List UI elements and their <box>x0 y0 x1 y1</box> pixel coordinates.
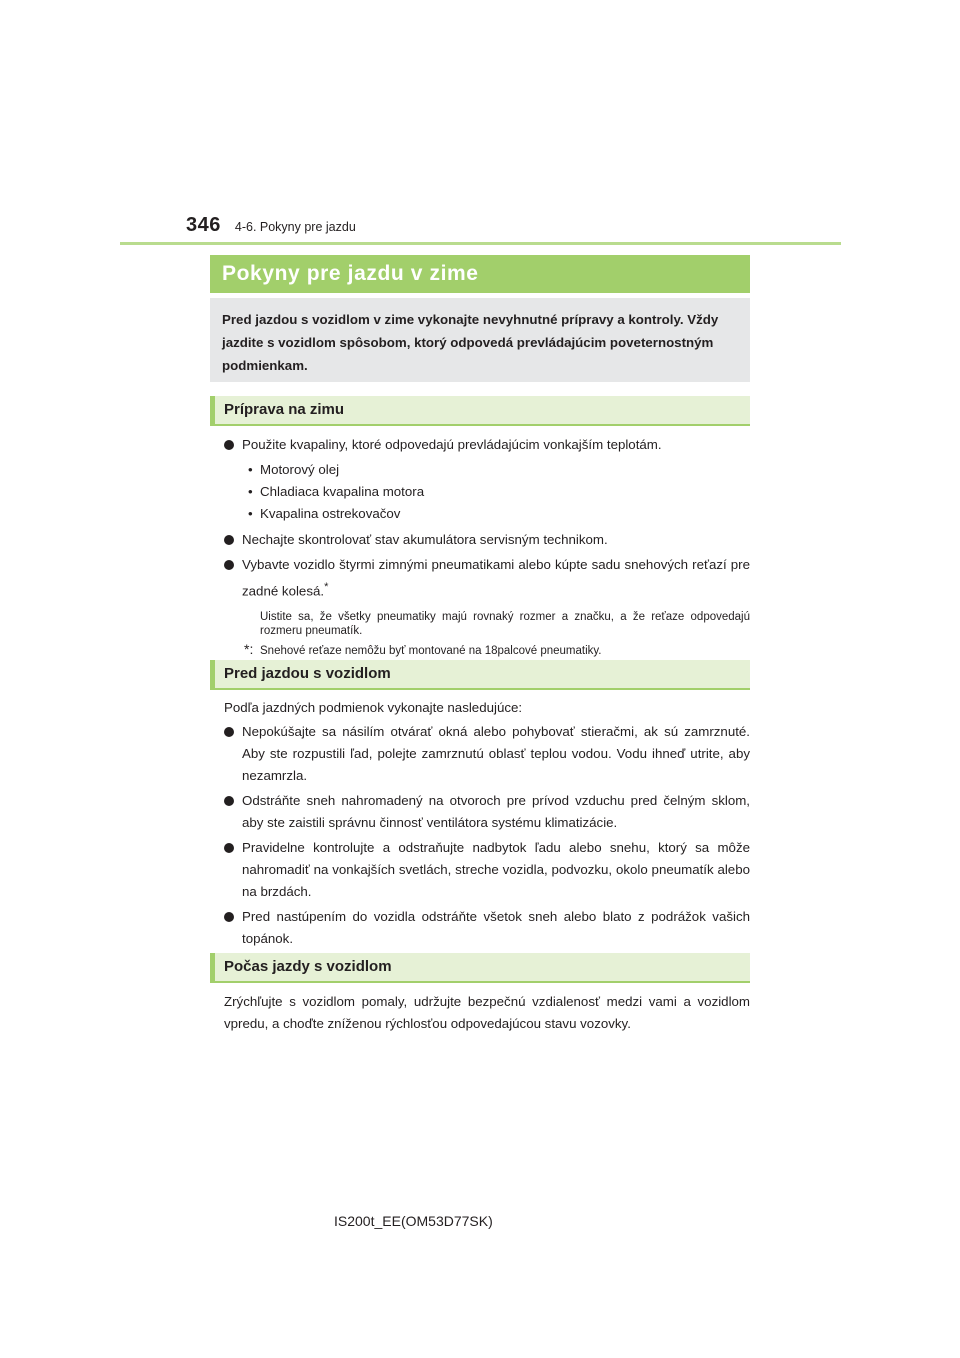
bullet-icon <box>224 796 234 806</box>
page-header <box>186 214 356 244</box>
page-number: 346 <box>186 214 221 236</box>
list-item <box>210 434 750 456</box>
sub-list-item <box>210 459 750 481</box>
section-while-driving <box>210 991 750 1035</box>
subheading-while-driving: Počas jazdy s vozidlom <box>210 953 750 983</box>
section-reference: 4-6. Pokyny pre jazdu <box>234 220 356 234</box>
intro-box <box>210 298 750 382</box>
bullet-icon <box>224 440 234 450</box>
bullet-text: Pred nastúpením do vozidla odstráňte všetok sneh alebo blato z podrážok vašich topánok. <box>242 909 750 946</box>
list-item <box>210 529 750 551</box>
bullet-icon <box>224 727 234 737</box>
document-code: IS200t_EE(OM53D77SK) <box>334 1213 493 1229</box>
sub-bullet-icon: • <box>248 462 253 477</box>
sub-bullet-icon: • <box>248 484 253 499</box>
footnote-text: Snehové reťaze nemôžu byť montované na 18palcové pneumatiky. <box>260 645 602 658</box>
list-item <box>210 554 750 602</box>
sub-item-text: Kvapalina ostrekovačov <box>260 506 401 521</box>
bullet-text: Pravidelne kontrolujte a odstraňujte nadbytok ľadu alebo snehu, ktorý sa môže nahromadiť na vonkajších svetlách, streche vozidla, podvozku, okolo pneumatík alebo na brzdách. <box>242 840 750 899</box>
bullet-icon <box>224 535 234 545</box>
sub-list-item <box>210 481 750 503</box>
bullet-icon <box>224 560 234 570</box>
lead-text: Podľa jazdných podmienok vykonajte nasledujúce: <box>224 700 523 715</box>
bullet-text: Odstráňte sneh nahromadený na otvoroch pre prívod vzduchu pred čelným sklom, aby ste zaistili správnu činnosť ventilátora systému klimatizácie. <box>242 793 750 830</box>
sub-bullet-icon: • <box>248 506 253 521</box>
page-title: Pokyny pre jazdu v zime <box>210 255 750 293</box>
intro-text: Pred jazdou s vozidlom v zime vykonajte nevyhnutné prípravy a kontroly. Vždy jazdite s vozidlom spôsobom, ktorý odpovedá prevládajúcim poveternostným podmienkam. <box>222 312 719 373</box>
note-text: Uistite sa, že všetky pneumatiky majú rovnaký rozmer a značku, a že reťaze odpovedajú rozmeru pneumatík. <box>260 611 750 638</box>
section-preparation <box>210 434 750 658</box>
list-item <box>210 790 750 834</box>
paragraph-text: Zrýchľujte s vozidlom pomaly, udržujte bezpečnú vzdialenosť medzi vami a vozidlom vpredu, a choďte zníženou rýchlosťou odpovedajúcou stavu vozovky. <box>224 994 750 1031</box>
bullet-text: Použite kvapaliny, ktoré odpovedajú prevládajúcim vonkajším teplotám. <box>242 437 662 452</box>
asterisk-marker: * <box>324 581 329 593</box>
list-item <box>210 837 750 903</box>
bullet-text: Vybavte vozidlo štyrmi zimnými pneumatikami alebo kúpte sadu snehových reťazí pre zadné kolesá. <box>242 557 750 599</box>
list-item <box>210 721 750 787</box>
list-item <box>210 906 750 950</box>
sub-list-item <box>210 503 750 525</box>
footnote <box>210 641 750 658</box>
bullet-icon <box>224 912 234 922</box>
subheading-preparation: Príprava na zimu <box>210 396 750 426</box>
sub-item-text: Chladiaca kvapalina motora <box>260 484 425 499</box>
sub-item-text: Motorový olej <box>260 462 340 477</box>
section-before-driving <box>210 697 750 953</box>
footnote-marker: *: <box>244 641 254 658</box>
bullet-text: Nechajte skontrolovať stav akumulátora servisným technikom. <box>242 532 608 547</box>
bullet-icon <box>224 843 234 853</box>
subheading-before-driving: Pred jazdou s vozidlom <box>210 660 750 690</box>
header-divider <box>120 242 841 245</box>
bullet-text: Nepokúšajte sa násilím otvárať okná alebo pohybovať stieračmi, ak sú zamrznuté. Aby ste rozpustili ľad, polejte zamrznutú oblasť teplou vodou. Vodu ihneď utrite, aby nezamrzla. <box>242 724 750 783</box>
